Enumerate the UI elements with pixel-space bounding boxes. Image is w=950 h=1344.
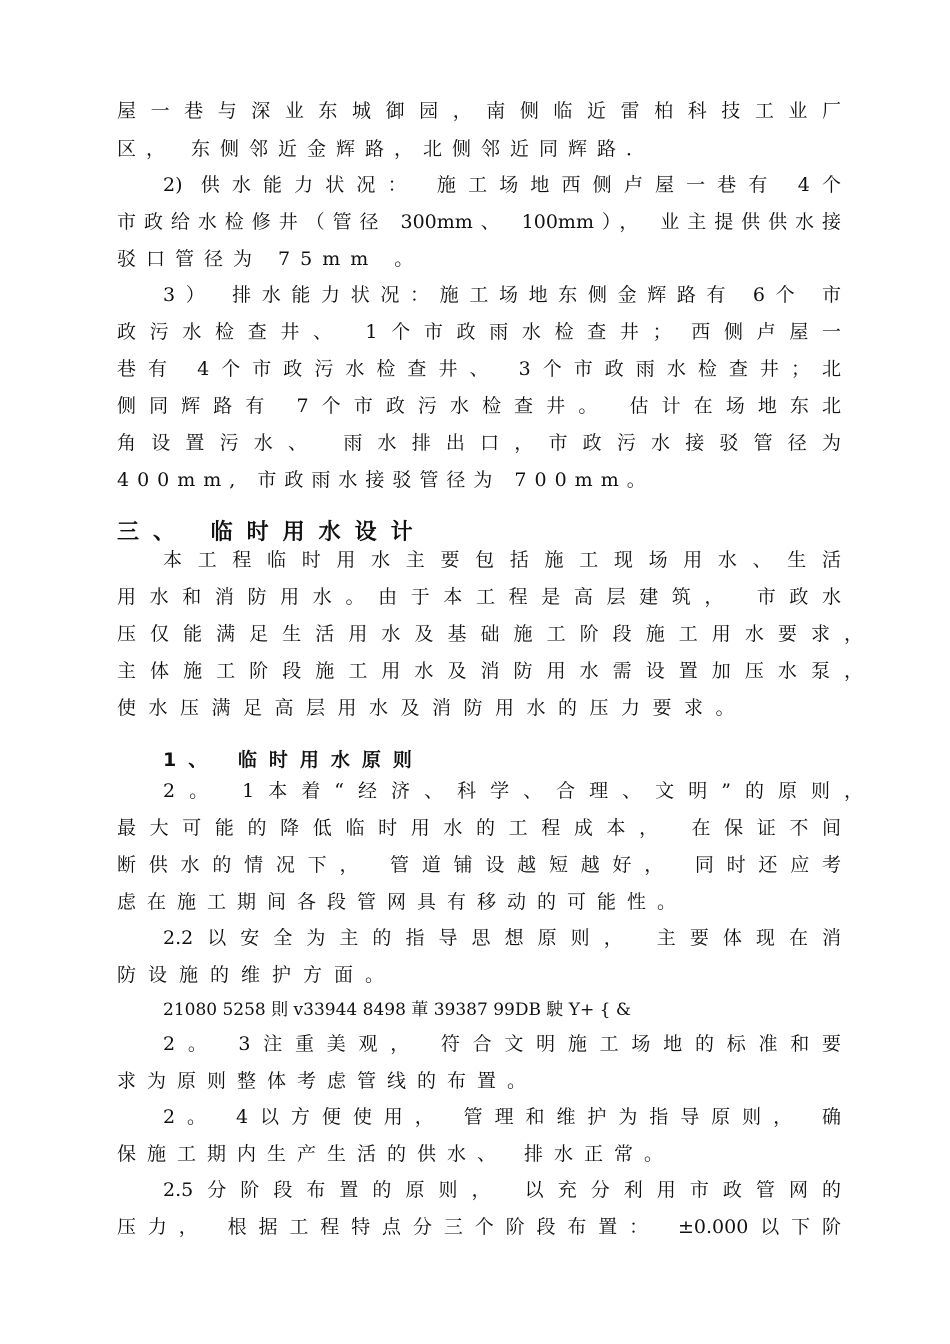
text-line: 求为原则整体考虑管线的布置。 (117, 1070, 538, 1092)
text-line: 3） 排水能力状况：施工场地东侧金辉路有 6个 市 (163, 284, 841, 306)
text-line: 市政给水检修井（管径 300mm、 100mm）， 业主提供供水接 (117, 211, 841, 233)
text-line: 2.2以安全为主的指导思想原则， 主要体现在消 (163, 927, 841, 949)
text-line: 政污水检查井、 1个市政雨水检查井； 西侧卢屋一 (117, 321, 841, 343)
text-line: 使水压满足高层用水及消防用水的压力要求。 (117, 697, 748, 719)
text-line: 压仅能满足生活用水及基础施工阶段施工用水要求， (117, 623, 863, 645)
text-line: 角设置污水、 雨水排出口，市政污水接驳管径为 (117, 432, 841, 454)
text-line: 2) 供水能力状况： 施工场地西侧卢屋一巷有 4个 (163, 174, 841, 196)
text-line: 断供水的情况下， 管道铺设越短越好， 同时还应考 (117, 854, 841, 876)
text-line: 主体施工阶段施工用水及消防用水需设置加压水泵， (117, 660, 863, 682)
subsection-heading: 1、 临时用水原则 (163, 749, 424, 771)
text-line: 区， 东侧邻近金辉路，北侧邻近同辉路． (117, 138, 656, 160)
text-line: 2。 1本着“经济、科学、合理、文明”的原则， (163, 780, 863, 802)
garbled-text-line: 21080 5258 則 v33944 8498 莗 39387 99DB 駛 Y+ { & (163, 1000, 631, 1020)
text-line: 2。 4以方便使用， 管理和维护为指导原则， 确 (163, 1106, 841, 1128)
text-line: 压力， 根据工程特点分三个阶段布置： ±0.000以下阶 (117, 1216, 841, 1238)
text-line: 侧同辉路有 7个市政污水检查井。 估计在场地东北 (117, 395, 841, 417)
text-line: 2。 3注重美观， 符合文明施工场地的标准和要 (163, 1033, 841, 1055)
text-line: 防设施的维护方面。 (117, 964, 397, 986)
text-line: 2.5分阶段布置的原则， 以充分利用市政管网的 (163, 1179, 841, 1201)
text-line: 屋一巷与深业东城御园，南侧临近雷柏科技工业厂 (117, 100, 841, 122)
text-line: 保施工期内生产生活的供水、 排水正常。 (117, 1143, 675, 1165)
text-line: 用水和消防用水。由于本工程是高层建筑， 市政水 (117, 586, 841, 608)
text-line: 400mm, 市政雨水接驳管径为 700mm。 (117, 469, 654, 491)
text-line: 巷有 4个市政污水检查井、 3个市政雨水检查井；北 (117, 358, 841, 380)
section-heading: 三、 临时用水设计 (117, 520, 427, 545)
text-line: 虑在施工期间各段管网具有移动的可能性。 (117, 891, 688, 913)
text-line: 最大可能的降低临时用水的工程成本， 在保证不间 (117, 817, 841, 839)
text-line: 本工程临时用水主要包括施工现场用水、生活 (163, 549, 841, 571)
text-line: 驳口管径为 75mm 。 (117, 248, 424, 270)
